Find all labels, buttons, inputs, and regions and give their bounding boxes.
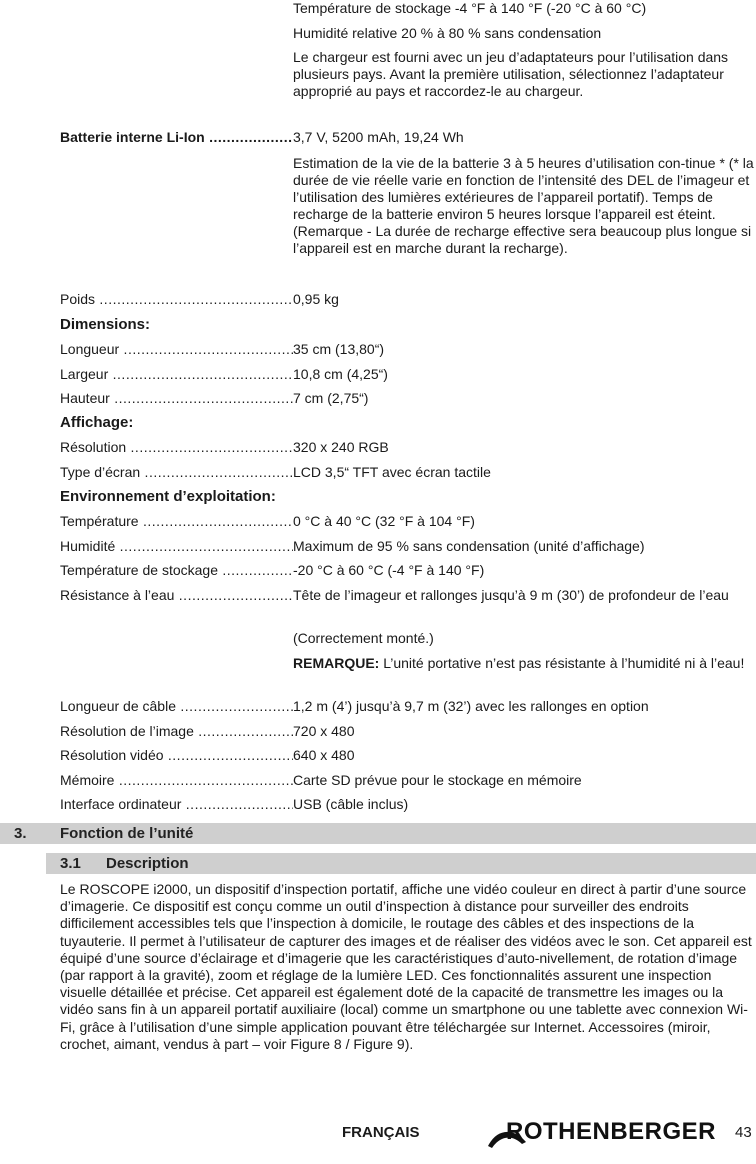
length-row	[60, 341, 755, 358]
cable-length-label: Longueur de câble .....	[60, 698, 293, 715]
brand-name: ROTHENBERGER	[506, 1118, 717, 1145]
resolution-row	[60, 439, 755, 456]
humidity-label: Humidité .....	[60, 538, 293, 555]
computer-interface-value: USB (câble inclus)	[293, 796, 409, 812]
memory-row	[60, 772, 755, 789]
height-label: Hauteur .....	[60, 390, 293, 407]
temperature-value: 0 °C à 40 °C (32 °F à 104 °F)	[293, 513, 475, 529]
footer-language: FRANÇAIS	[342, 1124, 420, 1141]
temperature-row	[60, 513, 755, 530]
remark-text: L’unité portative n’est pas résistante à l’humidité ni à l’eau!	[379, 655, 745, 671]
storage-temperature-row	[60, 562, 755, 579]
video-resolution-row	[60, 747, 755, 764]
humidity-value: Maximum de 95 % sans condensation (unité d’affichage)	[293, 538, 645, 554]
image-resolution-value: 720 x 480	[293, 723, 355, 739]
resolution-value: 320 x 240 RGB	[293, 439, 389, 455]
storage-temperature-value: -20 °C à 60 °C (-4 °F à 140 °F)	[293, 562, 485, 578]
width-value: 10,8 cm (4,25“)	[293, 366, 388, 382]
humidity-row	[60, 538, 755, 555]
length-label: Longueur .....	[60, 341, 293, 358]
water-resistance-value: Tête de l’imageur et rallonges jusqu’à 9 m (30’) de profondeur de l’eau	[293, 587, 729, 603]
storage-temperature-line: Température de stockage -4 °F à 140 °F (-20 °C à 60 °C)	[293, 0, 647, 16]
remark-label: REMARQUE:	[293, 655, 380, 671]
cable-length-row	[60, 698, 755, 715]
section-3-1-number: 3.1	[60, 855, 81, 872]
battery-life-note: Estimation de la vie de la batterie 3 à 5 heures d’utilisation con-tinue * (* la durée de vie réelle varie en fonction de l’intensité des DEL de l’imageur et l’utilisation des lumières extérieures de l’appareil portatif). Temps de recharge de la batterie environ 5 heures lorsque l’appareil est éteint. (Remarque - La durée de recharge effective sera beaucoup plus longue si l’appareil est en marche durant la recharge).	[293, 155, 754, 256]
temperature-label: Température .....	[60, 513, 293, 530]
display-heading: Affichage:	[60, 414, 134, 431]
height-row	[60, 390, 755, 407]
section-3-1-header	[46, 853, 756, 874]
weight-label: Poids .....	[60, 291, 293, 308]
weight-row	[60, 291, 755, 308]
image-resolution-row	[60, 723, 755, 740]
battery-row	[60, 129, 755, 146]
memory-value: Carte SD prévue pour le stockage en mémoire	[293, 772, 582, 788]
battery-value: 3,7 V, 5200 mAh, 19,24 Wh	[293, 129, 464, 145]
image-resolution-label: Résolution de l’image .....	[60, 723, 293, 740]
water-resistance-label: Résistance à l’eau .....	[60, 587, 293, 604]
width-label: Largeur .....	[60, 366, 293, 383]
water-resistance-row	[60, 587, 755, 604]
relative-humidity-line: Humidité relative 20 % à 80 % sans condensation	[293, 25, 602, 41]
water-remark	[293, 655, 755, 672]
mounted-note: (Correctement monté.)	[293, 630, 434, 646]
memory-label: Mémoire .....	[60, 772, 293, 789]
width-row	[60, 366, 755, 383]
screen-type-label: Type d’écran .....	[60, 464, 293, 481]
section-3-header	[0, 823, 756, 844]
computer-interface-row	[60, 796, 755, 813]
screen-type-row	[60, 464, 755, 481]
height-value: 7 cm (2,75“)	[293, 390, 369, 406]
video-resolution-label: Résolution vidéo .....	[60, 747, 293, 764]
section-3-title: Fonction de l’unité	[60, 825, 194, 842]
weight-value: 0,95 kg	[293, 291, 339, 307]
section-3-number: 3.	[14, 825, 27, 842]
computer-interface-label: Interface ordinateur .....	[60, 796, 293, 813]
dimensions-heading: Dimensions:	[60, 316, 151, 333]
charger-adapter-note: Le chargeur est fourni avec un jeu d’adaptateurs pour l’utilisation dans plusieurs pays. Avant la première utilisation, sélectionnez l’adaptateur approprié au pays et raccordez-le au chargeur.	[293, 49, 729, 99]
resolution-label: Résolution .....	[60, 439, 293, 456]
length-value: 35 cm (13,80“)	[293, 341, 385, 357]
rothenberger-logo	[486, 1116, 717, 1150]
screen-type-value: LCD 3,5“ TFT avec écran tactile	[293, 464, 491, 480]
cable-length-value: 1,2 m (4’) jusqu’à 9,7 m (32’) avec les rallonges en option	[293, 698, 649, 714]
environment-heading: Environnement d’exploitation:	[60, 488, 276, 505]
page-number: 43	[735, 1124, 752, 1141]
section-3-1-title: Description	[106, 855, 189, 872]
description-paragraph: Le ROSCOPE i2000, un dispositif d’inspection portatif, affiche une vidéo couleur en direct à partir d’une source d’imagerie. Ce dispositif est conçu comme un outil d’inspection à distance pour surveiller des endroits difficilement accessibles tels que l’inspection à domicile, le routage des câbles et des inspections de la tuyauterie. Il permet à l’utilisateur de capturer des images et de réaliser des vidéos avec le son. Cet appareil est équipé d’une source d’éclairage et d’imagerie que les caractéristiques d’auto-nivellement, de rotation d’image (par rapport à la gravité), zoom et réglage de la lumière LED. Ces fonctionnalités assurent une inspection visuelle détaillée et précise. Cet appareil est également doté de la capacité de transmettre les images ou la vidéo sans fin à un appareil portatif auxiliaire (local) comme un smartphone ou une tablette avec connexion Wi-Fi, grâce à l’utilisation d’une simple application pouvant être téléchargée sur Internet. Accessoires (miroir, crochet, aimant, vendus à part – voir Figure 8 / Figure 9).	[60, 881, 752, 1052]
storage-temperature-label: Température de stockage .....	[60, 562, 293, 579]
video-resolution-value: 640 x 480	[293, 747, 355, 763]
battery-label: Batterie interne Li-Ion .....	[60, 129, 293, 146]
